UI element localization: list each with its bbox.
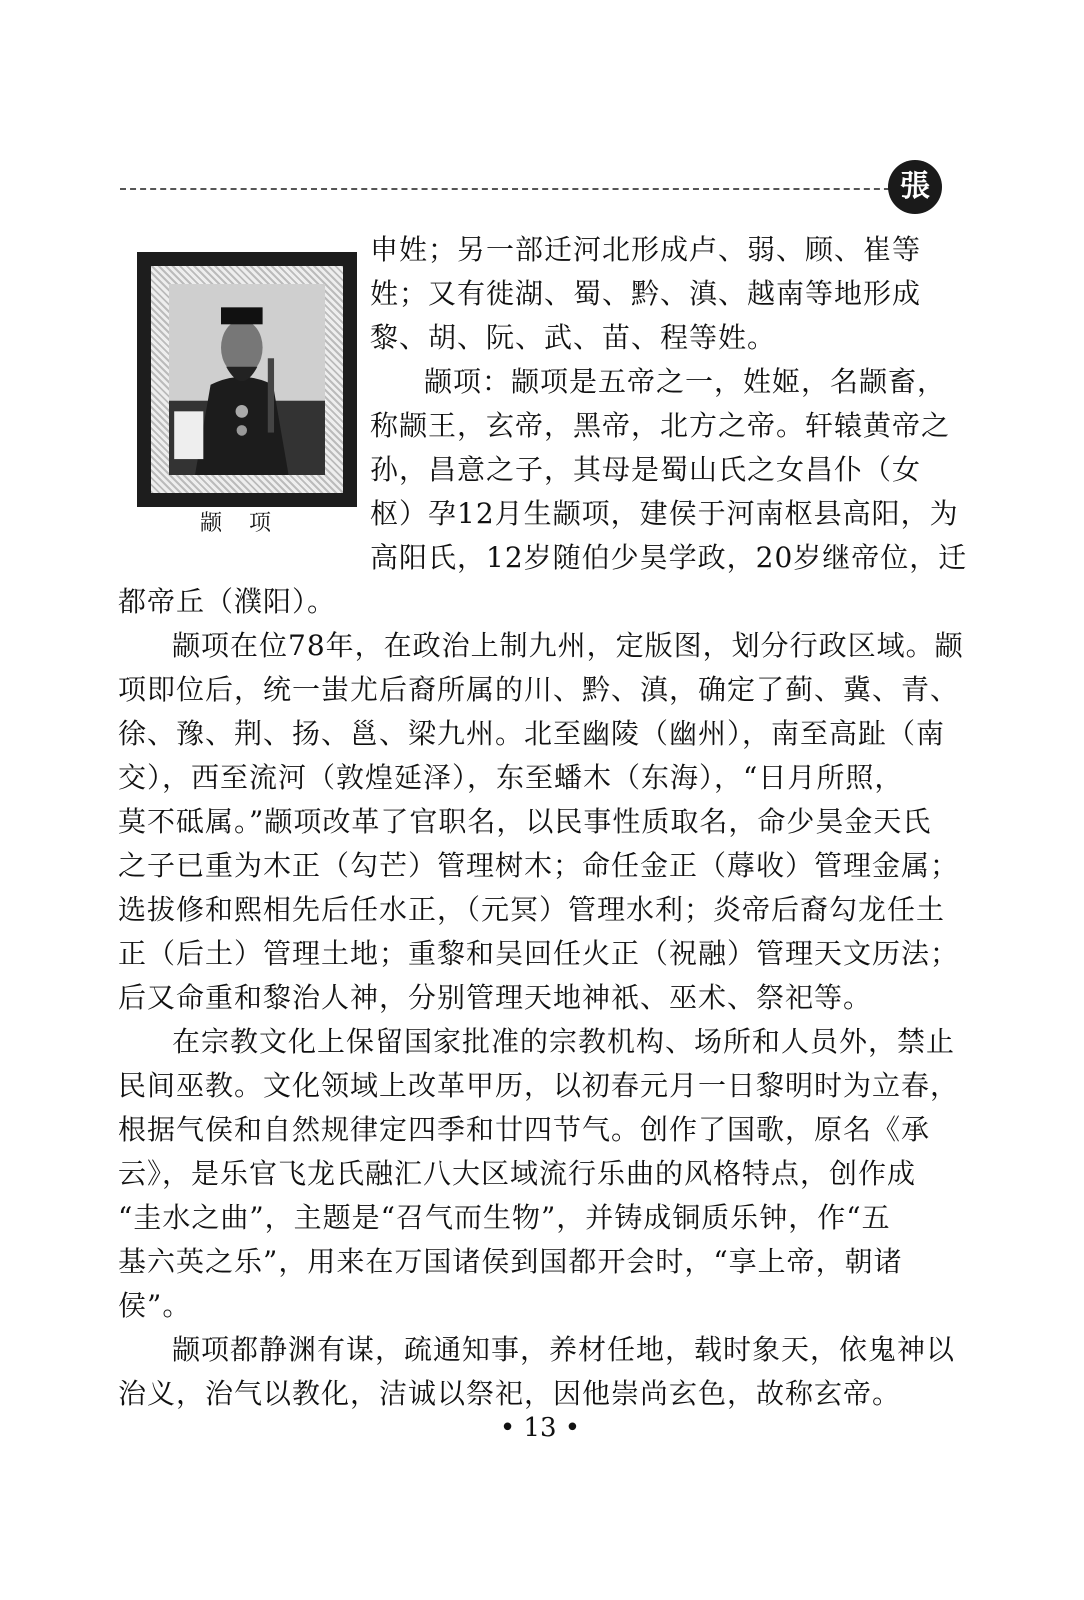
paragraph-line: 民间巫教。文化领域上改革甲历，以初春元月一日黎明时为立春， (118, 1069, 960, 1102)
paragraph-line: 根据气侯和自然规律定四季和廿四节气。创作了国歌，原名《承 (118, 1113, 931, 1146)
paragraph-line: 莫不砥属。”颛项改革了官职名，以民事性质取名，命少昊金天氏 (118, 805, 932, 838)
paragraph-line: 姓；又有徙湖、蜀、黔、滇、越南等地形成 (370, 277, 922, 310)
paragraph-line: 基六英之乐”，用来在万国诸侯到国都开会时，“享上帝，朝诸 (118, 1245, 903, 1278)
section-heading-line: 颛项：颛项是五帝之一，姓姬，名颛畜， (424, 365, 947, 398)
paragraph-line: 选拔修和熙相先后任水正，（元冥）管理水利；炎帝后裔勾龙任土 (118, 893, 946, 926)
zhang-seal-icon: 張 (888, 160, 942, 214)
paragraph-line: 在宗教文化上保留国家批准的宗教机构、场所和人员外，禁止 (172, 1025, 956, 1058)
portrait-frame (137, 252, 357, 507)
portrait-border (151, 266, 343, 493)
paragraph-line: 交），西至流河（敦煌延泽），东至蟠木（东海），“日月所照， (118, 761, 904, 794)
paragraph-line: 后又命重和黎治人神，分别管理天地神祇、巫术、祭祀等。 (118, 981, 873, 1014)
paragraph-line: 侯”。 (118, 1289, 192, 1322)
paragraph-line: 项即位后，统一蚩尤后裔所属的川、黔、滇，确定了蓟、冀、青、 (118, 673, 960, 706)
paragraph-line: “圭水之曲”，主题是“召气而生物”，并铸成铜质乐钟，作“五 (118, 1201, 891, 1234)
page-number: • 13 • (499, 1413, 581, 1443)
paragraph-line: 治义，治气以教化，洁诚以祭祀，因他崇尚玄色，故称玄帝。 (118, 1377, 902, 1410)
paragraph-line: 孙，昌意之子，其母是蜀山氏之女昌仆（女 (370, 453, 922, 486)
paragraph-line: 颛项都静渊有谋，疏通知事，养材任地，载时象天，依鬼神以 (172, 1333, 956, 1366)
paragraph-line: 黎、胡、阮、武、苗、程等姓。 (370, 321, 777, 354)
header-rule (120, 188, 900, 190)
paragraph-line: 云》，是乐官飞龙氏融汇八大区域流行乐曲的风格特点，创作成 (118, 1157, 917, 1190)
paragraph-line: 枢）孕12月生颛项，建侯于河南枢县高阳，为 (370, 497, 959, 530)
paragraph-line: 之子已重为木正（勾芒）管理树木；命任金正（蓐收）管理金属； (118, 849, 960, 882)
paragraph-line: 颛项在位78年，在政治上制九州，定版图，划分行政区域。颛 (172, 629, 964, 662)
portrait-image (169, 284, 325, 475)
paragraph-line: 称颛王，玄帝，黑帝，北方之帝。轩辕黄帝之 (370, 409, 951, 442)
paragraph-line: 都帝丘（濮阳）。 (118, 585, 337, 618)
paragraph-line: 正（后土）管理土地；重黎和吴回任火正（祝融）管理天文历法； (118, 937, 960, 970)
paragraph-line: 申姓；另一部迁河北形成卢、弱、顾、崔等 (370, 233, 922, 266)
paragraph-line: 徐、豫、荆、扬、邕、梁九州。北至幽陵（幽州），南至高趾（南 (118, 717, 946, 750)
figure-caption: 颛 项 (200, 511, 281, 536)
paragraph-line: 高阳氏，12岁随伯少昊学政，20岁继帝位，迁 (370, 541, 968, 574)
